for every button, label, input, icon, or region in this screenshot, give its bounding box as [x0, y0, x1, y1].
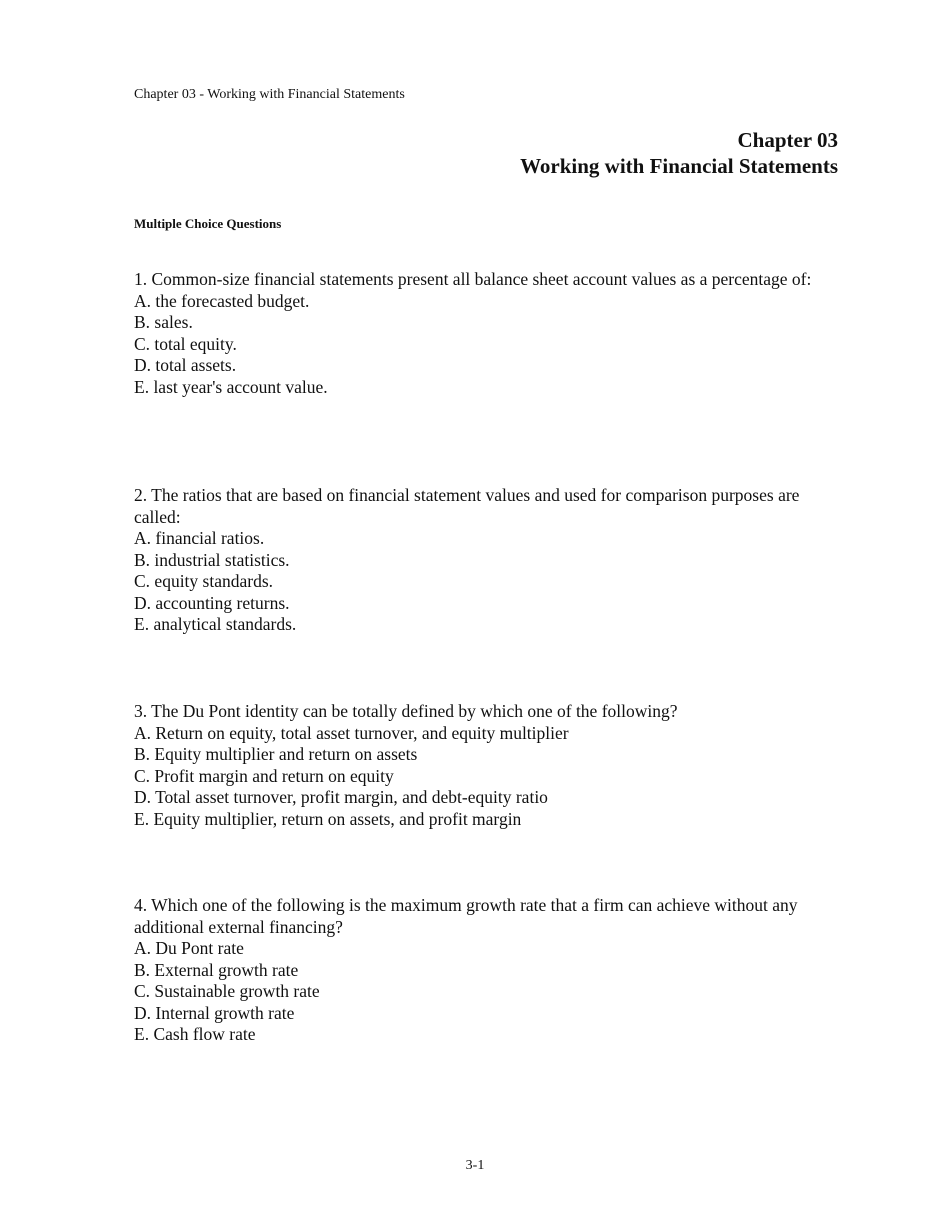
option-c: C. total equity. — [134, 333, 237, 354]
option-b: B. Equity multiplier and return on assets — [134, 744, 418, 764]
option-e: E. analytical standards. — [134, 614, 297, 634]
question-1 — [134, 269, 846, 398]
question-2 — [134, 485, 846, 636]
option-a: A. financial ratios. — [134, 528, 265, 548]
option-c: C. Sustainable growth rate — [134, 981, 320, 1001]
question-stem: 3. The Du Pont identity can be totally defined by which one of the following? — [134, 701, 678, 721]
option-e: E. Equity multiplier, return on assets, and profit margin — [134, 808, 522, 829]
option-d: D. Total asset turnover, profit margin, and debt-equity ratio — [134, 787, 548, 807]
chapter-number: Chapter 03 — [737, 128, 838, 152]
option-d: D. total assets. — [134, 355, 237, 375]
option-b: B. industrial statistics. — [134, 549, 290, 570]
option-b: B. sales. — [134, 312, 193, 332]
question-3 — [134, 701, 846, 830]
question-stem: 2. The ratios that are based on financial statement values and used for comparison purposes are called: — [134, 485, 800, 527]
option-c: C. equity standards. — [134, 571, 274, 591]
option-a: A. Return on equity, total asset turnover, and equity multiplier — [134, 722, 569, 743]
option-e: E. last year's account value. — [134, 376, 328, 397]
question-4 — [134, 895, 846, 1046]
option-a: A. the forecasted budget. — [134, 290, 310, 311]
option-d: D. Internal growth rate — [134, 1002, 295, 1023]
option-b: B. External growth rate — [134, 959, 299, 980]
option-c: C. Profit margin and return on equity — [134, 765, 394, 786]
question-stem: 1. Common-size financial statements present all balance sheet account values as a percentage of: — [134, 269, 812, 289]
option-d: D. accounting returns. — [134, 592, 290, 613]
option-e: E. Cash flow rate — [134, 1024, 256, 1044]
chapter-name: Working with Financial Statements — [520, 154, 838, 178]
page-number: 3-1 — [465, 1158, 485, 1173]
question-stem: 4. Which one of the following is the maximum growth rate that a firm can achieve without any additional external financing? — [134, 895, 798, 937]
section-heading: Multiple Choice Questions — [134, 216, 282, 231]
running-header: Chapter 03 - Working with Financial Statements — [134, 87, 405, 102]
chapter-title — [520, 127, 838, 179]
option-a: A. Du Pont rate — [134, 938, 244, 958]
